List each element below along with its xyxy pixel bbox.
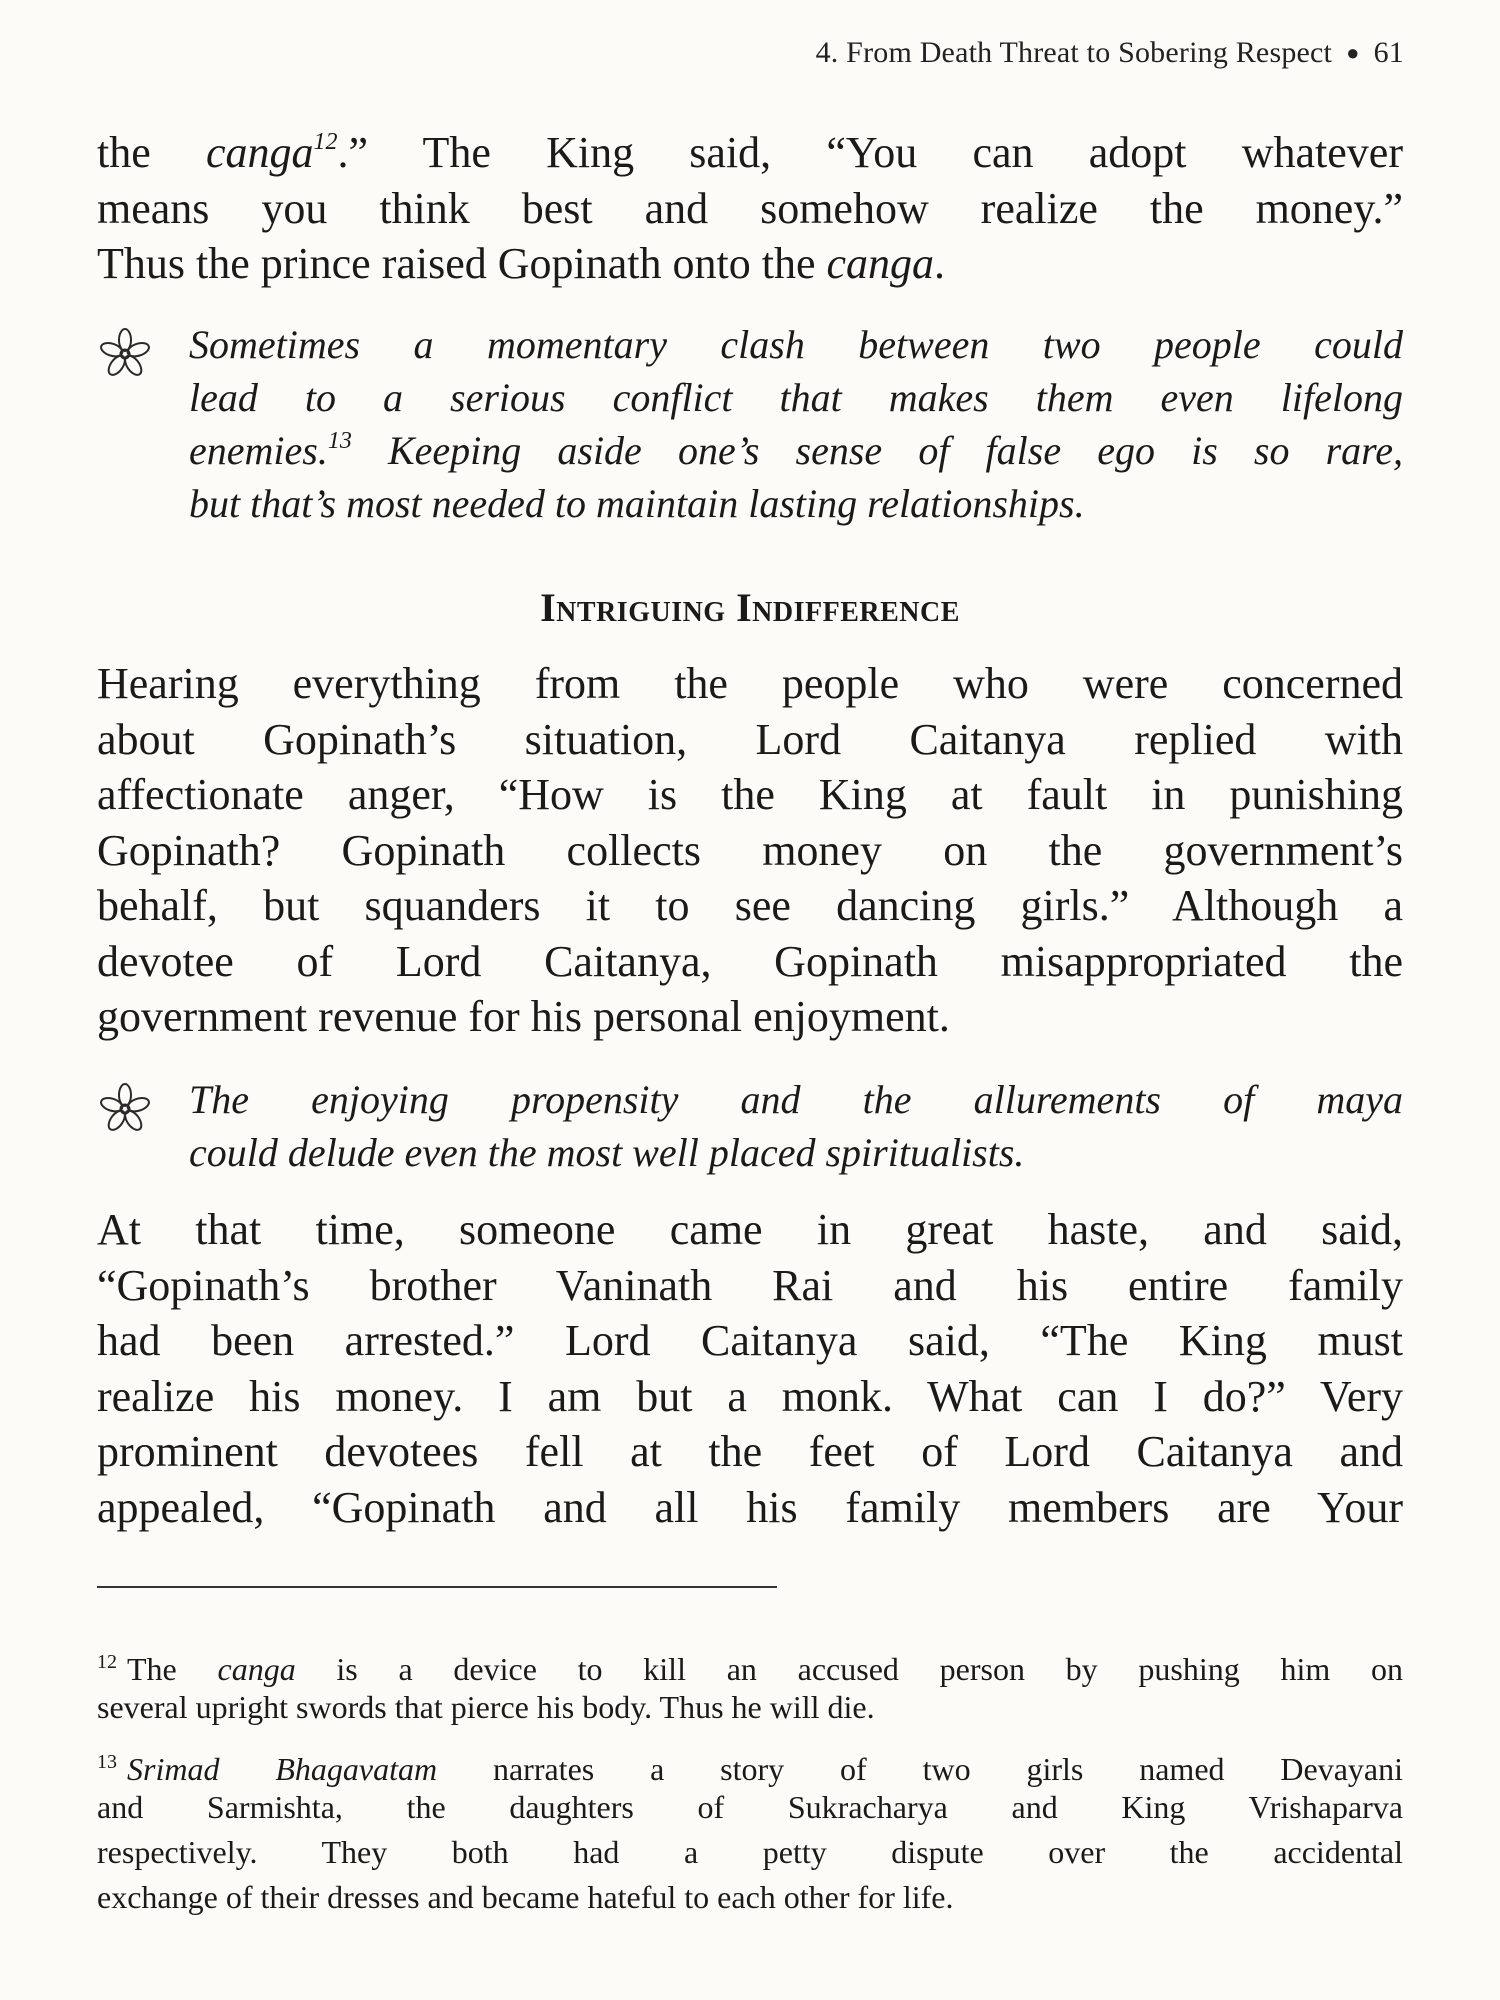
paragraph-3 — [97, 1202, 1403, 1535]
flower-icon — [97, 1081, 153, 1137]
text-line: about Gopinath’s situation, Lord Caitanya replied with — [97, 714, 1403, 764]
paragraph-1 — [97, 125, 1403, 292]
text-line: government revenue for his personal enjoyment. — [97, 992, 950, 1041]
text-line: and Sarmishta, the daughters of Sukracharya and King Vrishaparva — [97, 1789, 1403, 1825]
text-line: had been arrested.” Lord Caitanya said, “The King must — [97, 1316, 1403, 1365]
text-line: $^{12}$ The canga is a device to kill an accused person by pushing him on — [97, 1651, 1404, 1687]
text-line: Gopinath? Gopinath collects money on the government’s — [97, 825, 1403, 875]
italic-term: canga — [826, 239, 935, 288]
paragraph-2 — [97, 656, 1403, 1045]
text-line: “Gopinath’s brother Vaninath Rai and his entire family — [97, 1260, 1403, 1310]
text-line: affectionate anger, “How is the King at fault in punishing — [97, 770, 1403, 819]
footnote-12 — [97, 1640, 1403, 1730]
footnote-13 — [97, 1740, 1403, 1920]
text-line: Thus the prince raised Gopinath onto the canga. — [97, 239, 946, 288]
text-line: means you think best and somehow realize the money.” — [97, 183, 1403, 233]
italic-term: canga — [217, 1651, 296, 1687]
text-line: Hearing everything from the people who were concerned — [97, 659, 1403, 708]
text-line: prominent devotees fell at the feet of Lord Caitanya and — [97, 1427, 1403, 1476]
text-line: behalf, but squanders it to see dancing girls.” Although a — [97, 881, 1403, 930]
text-line: could delude even the most well placed spiritualists. — [189, 1130, 1025, 1175]
text-line: enemies.$^{13}$ Keeping aside one’s sense of false ego is so rare, — [189, 428, 1403, 473]
text-line: $^{13}$ Srimad Bhagavatam narrates a story of two girls named Devayani — [97, 1751, 1403, 1787]
bullet-separator: ● — [1346, 40, 1360, 65]
text-line: the canga$^{12}$.” The King said, “You can adopt whatever — [97, 128, 1403, 177]
note-text — [189, 318, 1403, 530]
running-header — [816, 36, 1404, 70]
italic-term: canga — [205, 128, 314, 177]
text-line: Sometimes a momentary clash between two people could — [189, 322, 1403, 367]
text-line: lead to a serious conflict that makes them even lifelong — [189, 375, 1403, 420]
text-line: several upright swords that pierce his body. Thus he will die. — [97, 1689, 875, 1725]
text-line: exchange of their dresses and became hateful to each other for life. — [97, 1879, 954, 1915]
footnote-divider — [97, 1586, 777, 1588]
text-line: devotee of Lord Caitanya, Gopinath misappropriated the — [97, 936, 1403, 986]
text-line: respectively. They both had a petty dispute over the accidental — [97, 1834, 1403, 1870]
text-line: realize his money. I am but a monk. What can I do?” Very — [97, 1371, 1403, 1421]
chapter-title: 4. From Death Threat to Sobering Respect — [815, 36, 1333, 69]
footnote-number: 13 — [97, 1751, 117, 1773]
note-text — [189, 1073, 1403, 1179]
footnote-ref-12[interactable]: 12 — [313, 129, 338, 155]
italic-title: Srimad Bhagavatam — [127, 1751, 438, 1787]
section-heading: Intriguing Indifference — [540, 585, 960, 630]
footnote-number: 12 — [97, 1651, 117, 1673]
text-line: The enjoying propensity and the allurements of maya — [189, 1077, 1403, 1122]
flower-icon — [97, 326, 153, 382]
text-line: At that time, someone came in great haste, and said, — [97, 1205, 1403, 1254]
footnote-ref-13[interactable]: 13 — [327, 428, 352, 454]
page-number: 61 — [1373, 36, 1404, 69]
text-line: but that’s most needed to maintain lasting relationships. — [189, 481, 1085, 526]
text-line: appealed, “Gopinath and all his family members are Your — [97, 1482, 1403, 1532]
